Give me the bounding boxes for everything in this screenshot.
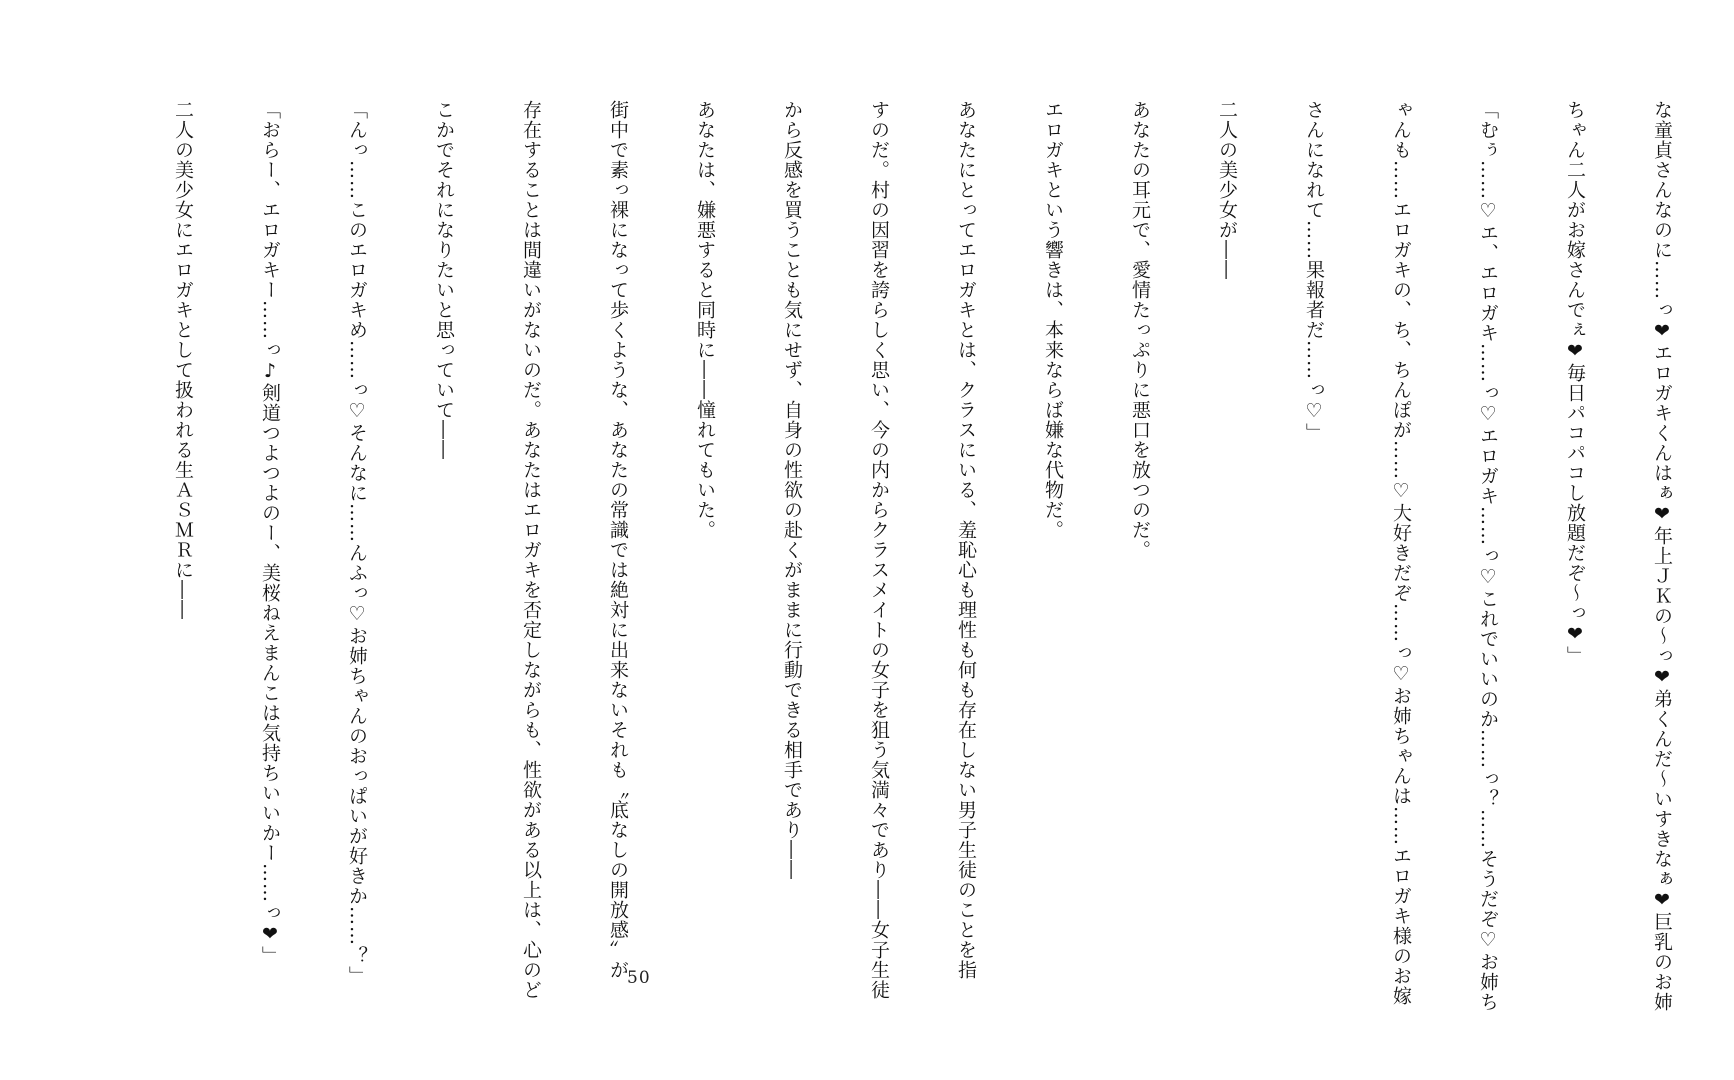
text-line: 存在することは間違いがないのだ。あなたはエロガキを否定しながらも、性欲がある以上は、心のど — [520, 100, 542, 1000]
text-line: な童貞さんなのに……っ❤エロガキくんはぁ❤年上ＪＫの〜っ❤弟くんだ〜いすきなぁ❤巨乳のお姉 — [1651, 100, 1673, 1012]
text-line: すのだ。村の因習を誇らしく思い、今の内からクラスメイトの女子を狙う気満々であり――女子生徒 — [868, 100, 890, 1000]
text-line: エロガキという響きは、本来ならば嫌な代物だ。 — [1042, 100, 1064, 540]
text-line: あなたの耳元で、愛情たっぷりに悪口を放つのだ。 — [1129, 100, 1151, 560]
text-line: 「むぅ……♡エ、エロガキ……っ♡エロガキ……っ♡これでいいのか……っ？……そうだぞ♡お姉ち — [1477, 100, 1499, 1012]
text-line: から反感を買うことも気にせず、自身の性欲の赴くがままに行動できる相手であり―― — [781, 100, 803, 880]
text-line: ちゃん二人がお嫁さんでぇ❤毎日パコパコし放題だぞ〜っ❤」 — [1564, 100, 1586, 666]
text-line: 二人の美少女が―― — [1216, 100, 1238, 280]
text-line: 「おらー、エロガキー……っ♪剣道つよつよのー、美桜ねえまんこは気持ちいいかー……っ❤」 — [259, 100, 281, 966]
page-number: 50 — [627, 968, 651, 988]
text-line: 「んっ……このエロガキめ……っ♡そんなに……んふっ♡お姉ちゃんのおっぱいが好きか……？」 — [346, 100, 368, 986]
text-line: あなたにとってエロガキとは、クラスにいる、羞恥心も理性も何も存在しない男子生徒のことを指 — [955, 100, 977, 980]
text-line: あなたは、嫌悪すると同時に――憧れてもいた。 — [694, 100, 716, 540]
text-line: ゃんも……エロガキの、ち、ちんぽが……♡大好きだぞ……っ♡お姉ちゃんは……エロガキ様のお嫁 — [1390, 100, 1412, 1006]
text-line: 二人の美少女にエロガキとして扱われる生ＡＳＭＲに―― — [172, 100, 194, 620]
text-line: さんになれて……果報者だ……っ♡」 — [1303, 100, 1325, 443]
text-line: こかでそれになりたいと思っていて―― — [433, 100, 455, 460]
text-line: 街中で素っ裸になって歩くような、あなたの常識では絶対に出来ないそれも〝底なしの開放感〟が — [607, 100, 629, 980]
